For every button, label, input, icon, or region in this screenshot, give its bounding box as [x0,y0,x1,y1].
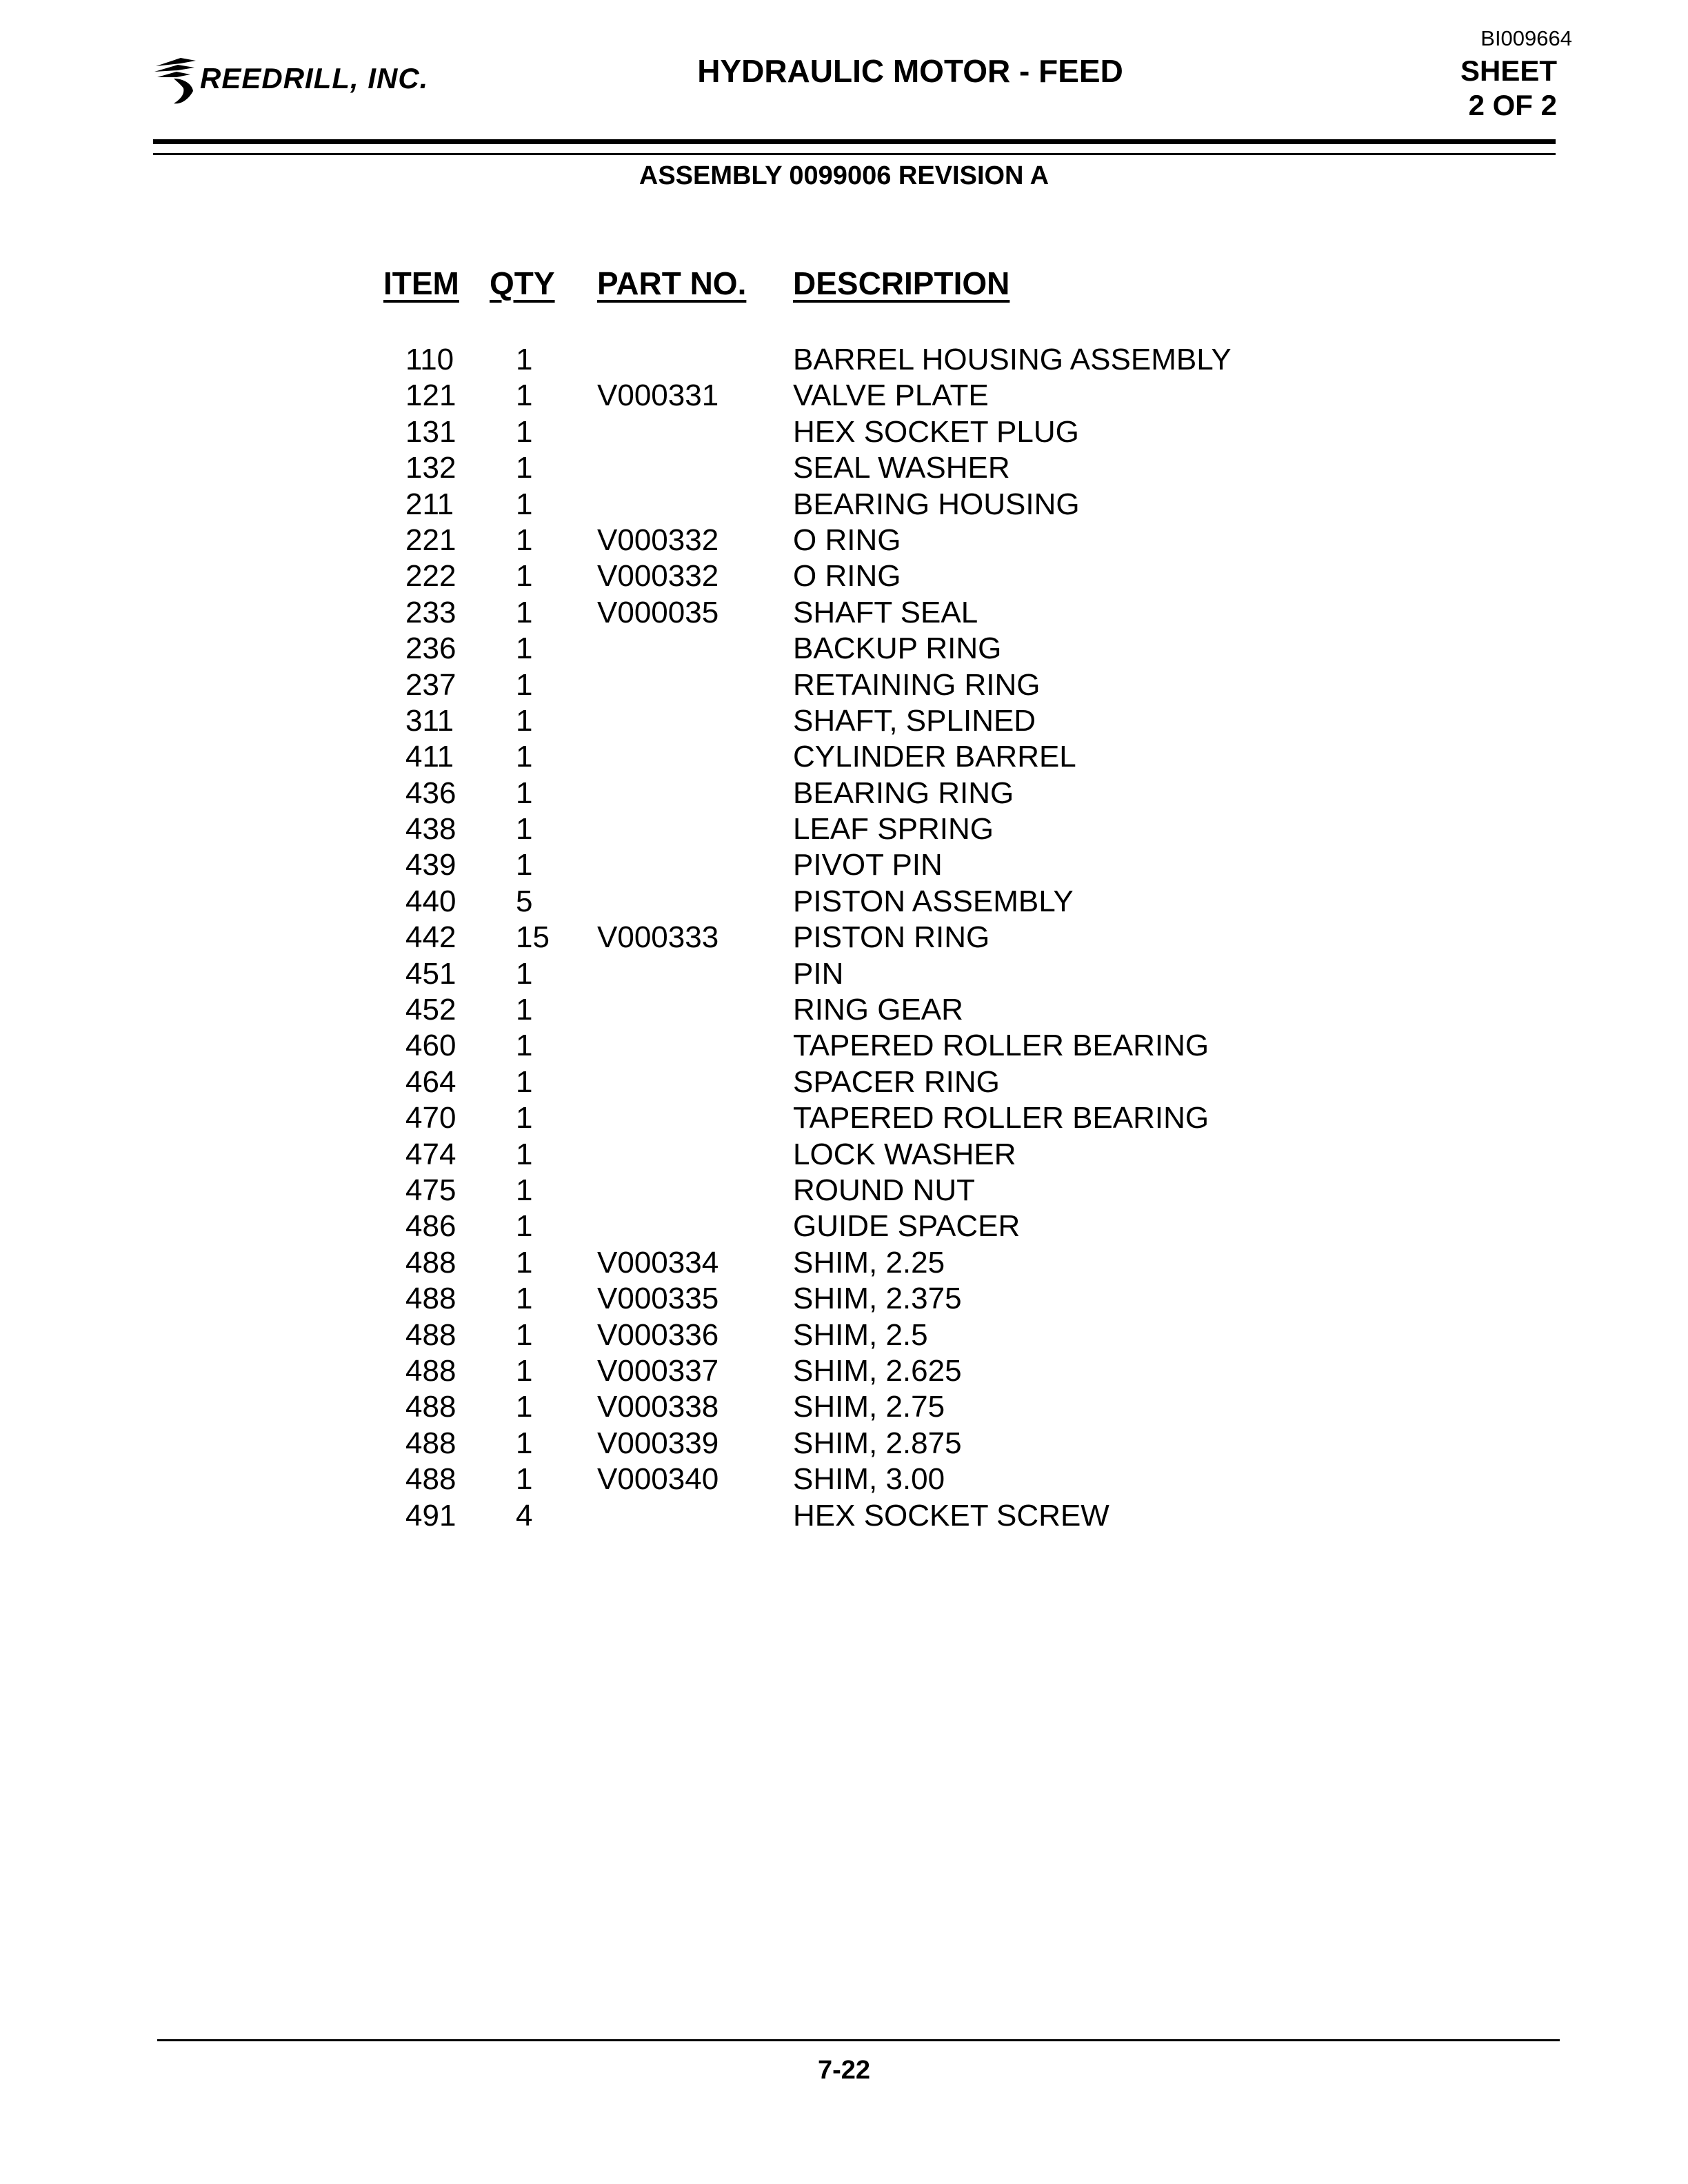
table-row [0,558,1688,594]
table-row [0,1209,1688,1244]
description: SHIM, 2.625 [793,1353,962,1388]
table-row [0,595,1688,631]
company-name: REEDRILL, INC. [200,62,429,94]
item-number: 131 [405,414,456,449]
quantity: 1 [516,1426,533,1460]
item-number: 436 [405,776,456,810]
description: PIN [793,956,844,991]
quantity: 1 [516,1029,533,1063]
description: RETAINING RING [793,667,1041,702]
table-row [0,667,1688,703]
quantity: 1 [516,1209,533,1244]
table-row [0,1353,1688,1389]
table-row [0,523,1688,558]
quantity: 1 [516,631,533,666]
item-number: 488 [405,1462,456,1497]
reedrill-logo-icon [153,51,199,106]
assembly-label: ASSEMBLY 0099006 REVISION A [639,161,1049,190]
item-number: 132 [405,451,456,485]
table-row [0,811,1688,847]
item-number: 491 [405,1498,456,1533]
sheet-indicator [1460,54,1557,123]
quantity: 1 [516,343,533,376]
item-number: 470 [405,1101,456,1135]
quantity: 1 [516,523,533,557]
table-row [0,1100,1688,1136]
item-number: 237 [405,667,456,702]
header-rule-thin [153,153,1556,155]
quantity: 1 [516,559,533,594]
table-row [0,378,1688,414]
description: HEX SOCKET PLUG [793,414,1079,449]
quantity: 1 [516,1245,533,1280]
item-number: 464 [405,1064,456,1099]
item-number: 488 [405,1426,456,1460]
description: ROUND NUT [793,1173,975,1207]
quantity: 1 [516,993,533,1027]
description: SHIM, 3.00 [793,1462,945,1497]
quantity: 1 [516,378,533,413]
part-number: V000035 [597,595,719,629]
table-row [0,1028,1688,1064]
item-number: 488 [405,1353,456,1388]
description: PISTON RING [793,920,990,955]
description: O RING [793,559,901,594]
table-row [0,1281,1688,1317]
description: SHIM, 2.25 [793,1245,945,1280]
description: SHIM, 2.5 [793,1317,928,1352]
quantity: 1 [516,776,533,810]
table-row [0,1426,1688,1462]
item-number: 460 [405,1029,456,1063]
item-number: 121 [405,378,456,413]
item-number: 440 [405,884,456,918]
header-rule-thick [153,139,1556,144]
item-number: 236 [405,631,456,666]
description: SEAL WASHER [793,451,1010,485]
sheet-number: 2 OF 2 [1468,89,1557,121]
item-number: 475 [405,1173,456,1207]
item-number: 452 [405,993,456,1027]
column-header-item: ITEM [383,265,459,301]
table-row [0,1389,1688,1425]
part-number: V000332 [597,523,719,557]
item-number: 488 [405,1245,456,1280]
quantity: 1 [516,487,533,521]
quantity: 1 [516,667,533,702]
item-number: 110 [405,343,454,376]
description: BEARING RING [793,776,1014,810]
part-number: V000338 [597,1390,719,1424]
item-number: 488 [405,1282,456,1316]
description: PIVOT PIN [793,848,943,882]
item-number: 211 [405,487,454,521]
table-row [0,1137,1688,1173]
column-header-part-no: PART NO. [597,265,747,301]
quantity: 1 [516,956,533,991]
table-row [0,776,1688,811]
part-number: V000335 [597,1282,719,1316]
quantity: 1 [516,812,533,847]
table-row [0,992,1688,1028]
item-number: 222 [405,559,456,594]
table-row [0,920,1688,956]
document-id: BI009664 [1480,26,1572,50]
quantity: 1 [516,1462,533,1497]
quantity: 15 [516,920,550,955]
item-number: 438 [405,812,456,847]
part-number: V000334 [597,1245,719,1280]
description: LOCK WASHER [793,1137,1016,1171]
description: BARREL HOUSING ASSEMBLY [793,343,1232,376]
description: TAPERED ROLLER BEARING [793,1029,1209,1063]
part-number: V000332 [597,559,719,594]
table-row [0,1498,1688,1534]
part-number: V000340 [597,1462,719,1497]
part-number: V000331 [597,378,719,413]
table-row [0,450,1688,486]
item-number: 439 [405,848,456,882]
quantity: 1 [516,451,533,485]
quantity: 1 [516,1064,533,1099]
quantity: 1 [516,703,533,738]
description: SHIM, 2.875 [793,1426,962,1460]
description: CYLINDER BARREL [793,740,1076,774]
item-number: 486 [405,1209,456,1244]
quantity: 1 [516,1101,533,1135]
item-number: 221 [405,523,456,557]
description: LEAF SPRING [793,812,994,847]
table-row [0,631,1688,667]
table-row [0,847,1688,883]
item-number: 488 [405,1317,456,1352]
footer-rule [157,2039,1560,2041]
description: RING GEAR [793,993,963,1027]
company-logo [153,51,428,106]
item-number: 488 [405,1390,456,1424]
description: TAPERED ROLLER BEARING [793,1101,1209,1135]
table-row [0,1245,1688,1281]
parts-table [0,342,1688,1534]
description: BEARING HOUSING [793,487,1080,521]
part-number: V000333 [597,920,719,955]
item-number: 411 [405,740,454,774]
quantity: 1 [516,1353,533,1388]
table-row [0,487,1688,523]
description: O RING [793,523,901,557]
table-row [0,414,1688,450]
quantity: 1 [516,1282,533,1316]
part-number: V000337 [597,1353,719,1388]
quantity: 1 [516,1390,533,1424]
table-row [0,342,1688,378]
column-header-qty: QTY [490,265,555,301]
description: HEX SOCKET SCREW [793,1498,1109,1533]
description: PISTON ASSEMBLY [793,884,1074,918]
quantity: 1 [516,414,533,449]
quantity: 1 [516,1173,533,1207]
description: GUIDE SPACER [793,1209,1021,1244]
item-number: 451 [405,956,456,991]
quantity: 1 [516,595,533,629]
table-row [0,1317,1688,1353]
quantity: 1 [516,1137,533,1171]
column-header-description: DESCRIPTION [793,265,1010,301]
description: SHIM, 2.75 [793,1390,945,1424]
table-row [0,956,1688,992]
item-number: 442 [405,920,456,955]
table-row [0,703,1688,739]
item-number: 311 [405,703,454,738]
page-number: 7-22 [817,2056,871,2085]
table-row [0,1173,1688,1209]
description: SHIM, 2.375 [793,1282,962,1316]
item-number: 233 [405,595,456,629]
description: SPACER RING [793,1064,1000,1099]
document-title: HYDRAULIC MOTOR - FEED [697,53,1123,89]
description: SHAFT, SPLINED [793,703,1036,738]
quantity: 1 [516,848,533,882]
quantity: 5 [516,884,533,918]
sheet-label: SHEET [1460,54,1557,87]
part-number: V000336 [597,1317,719,1352]
quantity: 4 [516,1498,533,1533]
table-row [0,1462,1688,1497]
description: SHAFT SEAL [793,595,978,629]
table-row [0,739,1688,775]
description: VALVE PLATE [793,378,989,413]
table-row [0,884,1688,920]
description: BACKUP RING [793,631,1002,666]
part-number: V000339 [597,1426,719,1460]
table-row [0,1064,1688,1100]
quantity: 1 [516,1317,533,1352]
quantity: 1 [516,740,533,774]
item-number: 474 [405,1137,456,1171]
